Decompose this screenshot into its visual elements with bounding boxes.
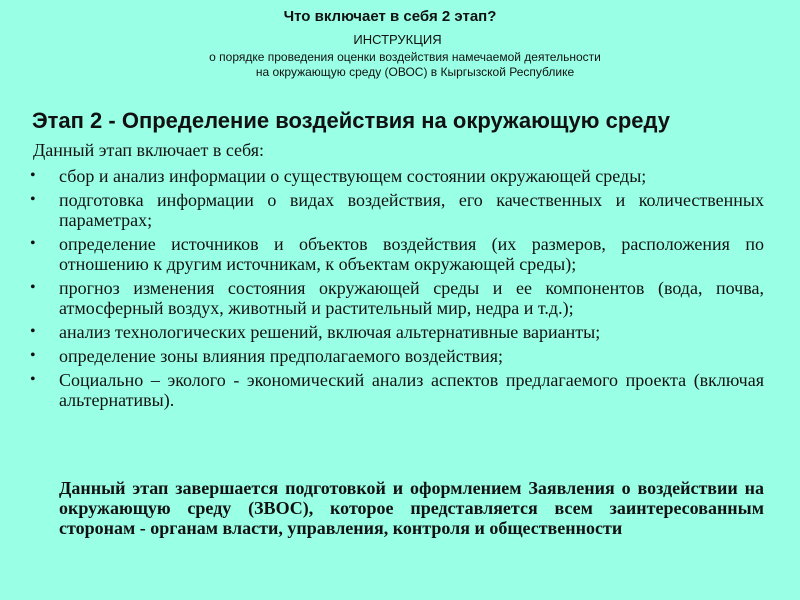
- bullet-icon: •: [30, 235, 36, 252]
- bullet-icon: •: [30, 347, 36, 364]
- list-item: [30, 190, 764, 230]
- instruction-subtitle-line2: на окружающую среду (ОВОС) в Кыргызской Республике: [255, 65, 575, 79]
- list-item-text: сбор и анализ информации о существующем состоянии окружающей среды;: [59, 166, 647, 186]
- list-item: [30, 278, 764, 318]
- bullet-icon: •: [30, 279, 36, 296]
- instruction-label: ИНСТРУКЦИЯ: [353, 32, 442, 47]
- bullet-icon: •: [30, 371, 36, 388]
- list-item-text: определение источников и объектов воздействия (их размеров, расположения по отношению к другим источникам, к объектам окружающей среды);: [59, 234, 764, 274]
- list-item: [30, 370, 764, 410]
- bullet-icon: •: [30, 191, 36, 208]
- list-item-text: определение зоны влияния предполагаемого воздействия;: [59, 346, 503, 366]
- slide-header: [0, 8, 800, 79]
- final-note: Данный этап завершается подготовкой и оформлением Заявления о воздействии на окружающую среду (ЗВОС), которое представляется всем заинтересованным сторонам - органам власти, управления, контроля и общественности: [59, 478, 764, 538]
- list-item: [30, 346, 764, 366]
- list-item-text: подготовка информации о видах воздействия, его качественных и количественных параметрах;: [59, 190, 764, 230]
- stage-intro: Данный этап включает в себя:: [33, 140, 265, 160]
- list-item-text: Социально – эколого - экономический анализ аспектов предлагаемого проекта (включая альтернативы).: [59, 370, 764, 410]
- list-item-text: прогноз изменения состояния окружающей среды и ее компонентов (вода, почва, атмосферный воздух, животный и растительный мир, недра и т.д.);: [59, 278, 764, 318]
- list-item: [30, 166, 764, 186]
- stage-title: Этап 2 - Определение воздействия на окружающую среду: [32, 108, 670, 133]
- list-item: [30, 322, 764, 342]
- bullet-icon: •: [30, 167, 36, 184]
- slide-question: Что включает в себя 2 этап?: [283, 8, 497, 25]
- stage-items-list: [30, 166, 764, 410]
- bullet-icon: •: [30, 323, 36, 340]
- list-item-text: анализ технологических решений, включая альтернативные варианты;: [59, 322, 601, 342]
- instruction-subtitle-line1: о порядке проведения оценки воздействия намечаемой деятельности: [209, 50, 601, 64]
- list-item: [30, 234, 764, 274]
